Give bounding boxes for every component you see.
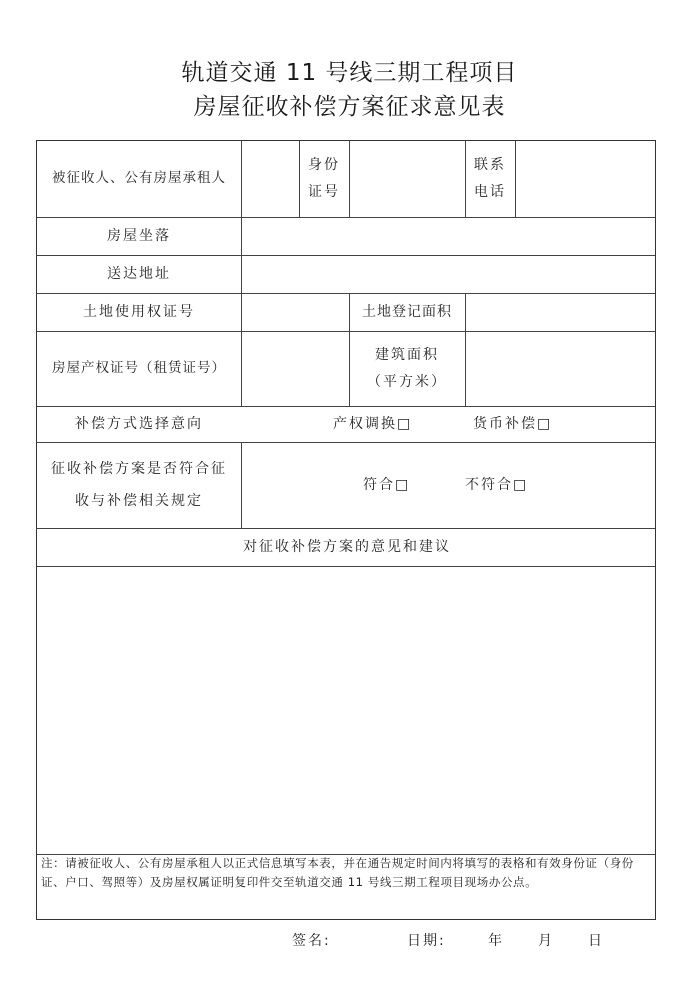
- form-note: 注：请被征收人、公有房屋承租人以正式信息填写本表，并在通告规定时间内将填写的表格和有效身份证（身份证、户口、驾照等）及房屋权属证明复印件交至轨道交通 11 号线三期工程项目现场办公点。: [41, 856, 634, 889]
- phone-label: [465, 141, 515, 217]
- compliance-label-line-2: 收与补偿相关规定: [75, 493, 203, 509]
- phone-field[interactable]: [515, 141, 657, 217]
- land-area-label: 土地登记面积: [362, 303, 452, 320]
- consultation-form: [36, 140, 656, 920]
- month-label: 月: [538, 933, 554, 949]
- title-line-1: 轨道交通 11 号线三期工程项目: [181, 60, 518, 86]
- year-label: 年: [488, 933, 504, 949]
- compliance-label-line-1: 征收补偿方案是否符合征: [51, 461, 227, 477]
- building-area-label-line-1: 建筑面积: [375, 346, 439, 363]
- phone-label-line-1: 联系: [474, 157, 506, 174]
- id-number-field[interactable]: [349, 141, 465, 217]
- signature-field[interactable]: [336, 930, 396, 950]
- col-divider: [241, 442, 242, 528]
- signature-label: 签名:: [292, 933, 331, 949]
- noncompliant-checkbox[interactable]: 不符合□: [465, 476, 529, 493]
- opinion-textarea[interactable]: [37, 566, 657, 854]
- building-area-label-line-2: （平方米）: [367, 373, 447, 390]
- compliant-checkbox[interactable]: 符合□: [363, 476, 411, 493]
- owner-label: 被征收人、公有房屋承租人: [52, 170, 226, 187]
- compliance-label: [37, 442, 241, 528]
- land-cert-field[interactable]: [241, 293, 349, 331]
- compensation-method-label: 补偿方式选择意向: [75, 415, 203, 432]
- location-label: 房屋坐落: [107, 227, 171, 244]
- building-area-field[interactable]: [465, 331, 657, 406]
- building-area-label: [349, 331, 465, 406]
- address-label: 送达地址: [107, 265, 171, 282]
- id-label-line-1: 身份: [308, 157, 340, 174]
- cash-compensation-checkbox[interactable]: 货币补偿□: [473, 415, 553, 432]
- day-label: 日: [588, 933, 604, 949]
- house-cert-field[interactable]: [241, 331, 349, 406]
- id-label-line-2: 证号: [308, 184, 340, 200]
- house-cert-label: 房屋产权证号（租赁证号）: [52, 359, 226, 376]
- property-swap-checkbox[interactable]: 产权调换□: [333, 415, 413, 432]
- id-number-label: [299, 141, 349, 217]
- phone-label-line-2: 电话: [474, 184, 506, 200]
- location-field[interactable]: [241, 217, 657, 255]
- title-line-2: 房屋征收补偿方案征求意见表: [193, 94, 506, 120]
- address-field[interactable]: [241, 255, 657, 293]
- land-cert-label: 土地使用权证号: [83, 303, 195, 320]
- land-area-field[interactable]: [465, 293, 657, 331]
- date-label: 日期:: [407, 933, 446, 949]
- opinion-header: 对征收补偿方案的意见和建议: [243, 538, 451, 555]
- owner-name-field[interactable]: [241, 141, 299, 217]
